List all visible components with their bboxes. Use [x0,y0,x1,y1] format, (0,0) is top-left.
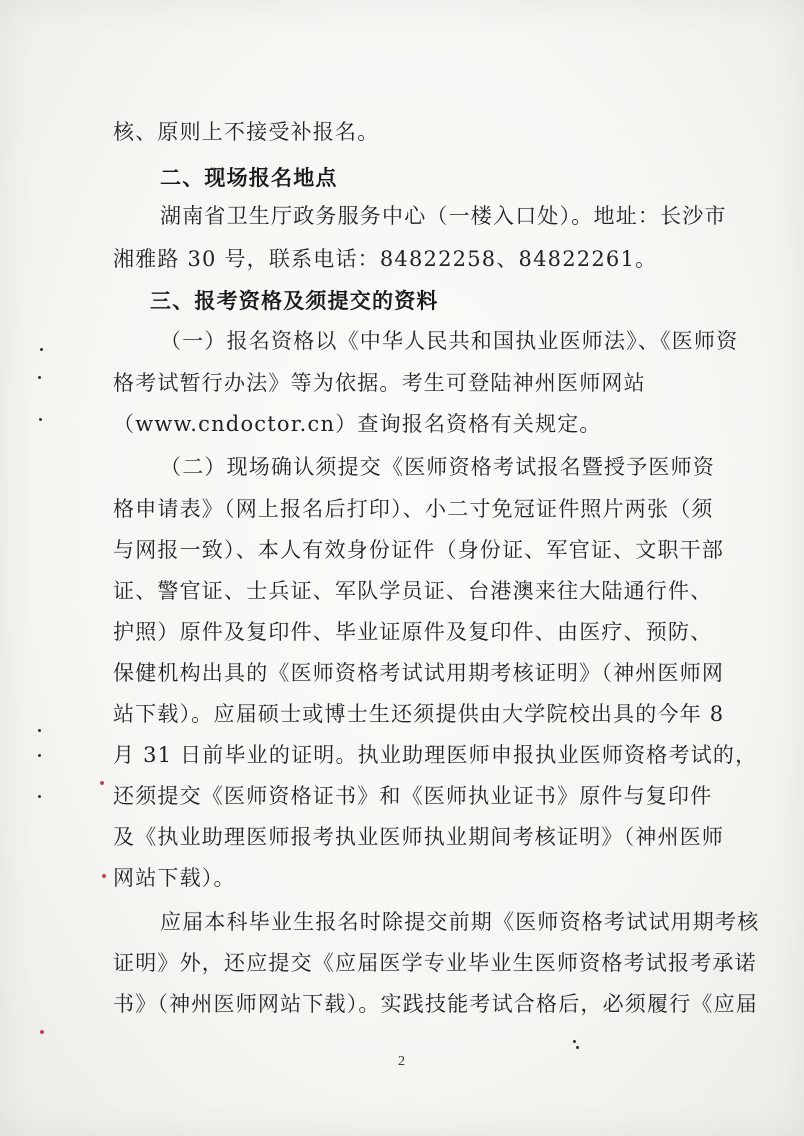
text-line-7: 格考试暂行办法》等为依据。考生可登陆神州医师网站 [113,371,646,395]
text-line-1: 核、原则上不接受补报名。 [113,120,380,144]
text-line-6: （一）报名资格以《中华人民共和国执业医师法》、《医师资 [160,329,739,353]
scan-speck [39,418,42,421]
text-line-19: 网站下载）。 [113,866,236,890]
section-heading-2: 二、现场报名地点 [160,166,338,190]
text-line-21: 证明》外，还应提交《应届医学专业毕业生医师资格考试报考承诺 [113,951,757,975]
scan-speck [40,1030,44,1034]
scan-speck [573,1040,576,1043]
text-line-22: 书》（神州医师网站下载）。实践技能考试合格后，必须履行《应届 [113,992,758,1016]
text-line-20: 应届本科毕业生报名时除提交前期《医师资格考试试用期考核 [160,910,760,934]
page-number: 2 [398,1054,405,1069]
scan-speck [38,729,41,732]
text-line-15: 站下载）。应届硕士或博士生还须提供由大学院校出具的今年 8 [113,702,725,726]
scan-speck [100,781,104,785]
text-line-3: 湖南省卫生厅政务服务中心（一楼入口处）。地址：长沙市 [160,204,727,228]
text-line-11: 与网报一致）、本人有效身份证件（身份证、军官证、文职干部 [113,538,725,562]
scan-speck [38,795,41,798]
text-line-18: 及《执业助理医师报考执业医师执业期间考核证明》（神州医师 [113,825,725,849]
scan-speck [102,874,106,878]
text-line-4: 湘雅路 30 号，联系电话：84822258、84822261。 [113,247,658,271]
text-line-9: （二）现场确认须提交《医师资格考试报名暨授予医师资 [160,455,715,479]
section-heading-3: 三、报考资格及须提交的资料 [150,289,439,313]
scan-speck [576,1046,579,1049]
text-line-8: （www.cndoctor.cn）查询报名资格有关规定。 [113,412,602,436]
scan-speck [38,754,41,757]
text-line-16: 月 31 日前毕业的证明。执业助理医师申报执业医师资格考试的， [113,743,758,767]
scan-speck [40,348,43,351]
text-line-13: 护照）原件及复印件、毕业证原件及复印件、由医疗、预防、 [113,620,713,644]
text-line-17: 还须提交《医师资格证书》和《医师执业证书》原件与复印件 [113,784,713,808]
text-line-12: 证、警官证、士兵证、军队学员证、台港澳来往大陆通行件、 [113,579,713,603]
scan-speck [38,376,41,379]
text-line-14: 保健机构出具的《医师资格考试试用期考核证明》（神州医师网 [113,661,725,685]
text-line-10: 格申请表》（网上报名后打印）、小二寸免冠证件照片两张（须 [113,497,714,521]
